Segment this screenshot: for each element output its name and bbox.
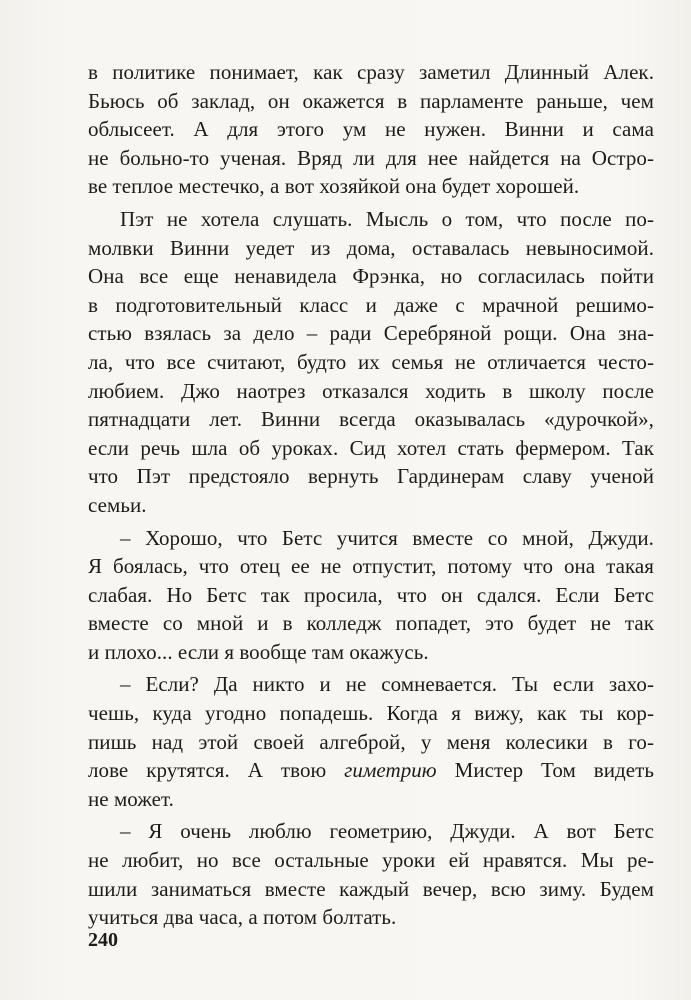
text-line: вместе со мной и в колледж попадет, это будет не так bbox=[88, 611, 654, 636]
text-line: в подготовительный класс и даже с мрачной решимо- bbox=[88, 292, 654, 317]
text-line: лове крутятся. А твою гиметрию Мистер Том видеть bbox=[88, 758, 654, 783]
text-line: ве теплое местечко, а вот хозяйкой она будет хорошей. bbox=[88, 174, 580, 199]
text-line: чешь, куда угодно попадешь. Когда я вижу, как ты кор- bbox=[88, 701, 654, 726]
text-line: любием. Джо наотрез отказался ходить в школу после bbox=[88, 378, 654, 403]
text-line: облысеет. А для этого ум не нужен. Винни и сама bbox=[88, 117, 654, 142]
text-line: Пэт не хотела слушать. Мысль о том, что после по- bbox=[120, 206, 654, 231]
text-line: учиться два часа, а потом болтать. bbox=[88, 905, 397, 930]
text-line: Я боялась, что отец ее не отпустит, потому что она такая bbox=[88, 554, 654, 579]
text-line: что Пэт предстояло вернуть Гардинерам славу ученой bbox=[88, 464, 654, 489]
paragraph bbox=[88, 817, 654, 931]
paragraph bbox=[88, 670, 654, 813]
text-line: семьи. bbox=[88, 492, 147, 517]
text-line: стью взялась за дело – ради Серебряной рощи. Она зна- bbox=[88, 321, 654, 346]
text-line: пятнадцати лет. Винни всегда оказывалась «дурочкой», bbox=[88, 407, 654, 432]
page-number: 240 bbox=[88, 929, 118, 951]
paragraph bbox=[88, 58, 654, 201]
text-line: молвки Винни уедет из дома, оставалась невыносимой. bbox=[88, 235, 654, 260]
text-line: в политике понимает, как сразу заметил Длинный Алек. bbox=[88, 60, 654, 84]
text-line: слабая. Но Бетс так просила, что он сдался. Если Бетс bbox=[88, 582, 654, 607]
paragraph bbox=[88, 524, 654, 667]
text-line: не больно-то ученая. Вряд ли для нее найдется на Остро- bbox=[88, 145, 654, 170]
text-line: если речь шла об уроках. Сид хотел стать фермером. Так bbox=[88, 435, 654, 460]
text-line: ла, что все считают, будто их семья не отличается често- bbox=[88, 349, 654, 374]
text-line: пишь над этой своей алгеброй, у меня колесики в го- bbox=[88, 729, 654, 754]
italic-word: гиметрию bbox=[344, 758, 437, 783]
text-line: не может. bbox=[88, 786, 174, 811]
text-line: не любит, но все остальные уроки ей нравятся. Мы ре- bbox=[88, 848, 654, 873]
text-line: Бьюсь об заклад, он окажется в парламенте раньше, чем bbox=[88, 88, 654, 113]
text-line: и плохо... если я вообще там окажусь. bbox=[88, 639, 429, 664]
text-line: Она все еще ненавидела Фрэнка, но согласилась пойти bbox=[88, 264, 654, 289]
text-line: – Если? Да никто и не сомневается. Ты если захо- bbox=[120, 672, 654, 697]
text-line: шили заниматься вместе каждый вечер, всю зиму. Будем bbox=[88, 876, 654, 901]
text-line: – Я очень люблю геометрию, Джуди. А вот Бетс bbox=[120, 819, 654, 844]
paragraph bbox=[88, 205, 654, 520]
text-line: – Хорошо, что Бетс учится вместе со мной, Джуди. bbox=[120, 525, 654, 550]
body-text bbox=[88, 58, 654, 932]
